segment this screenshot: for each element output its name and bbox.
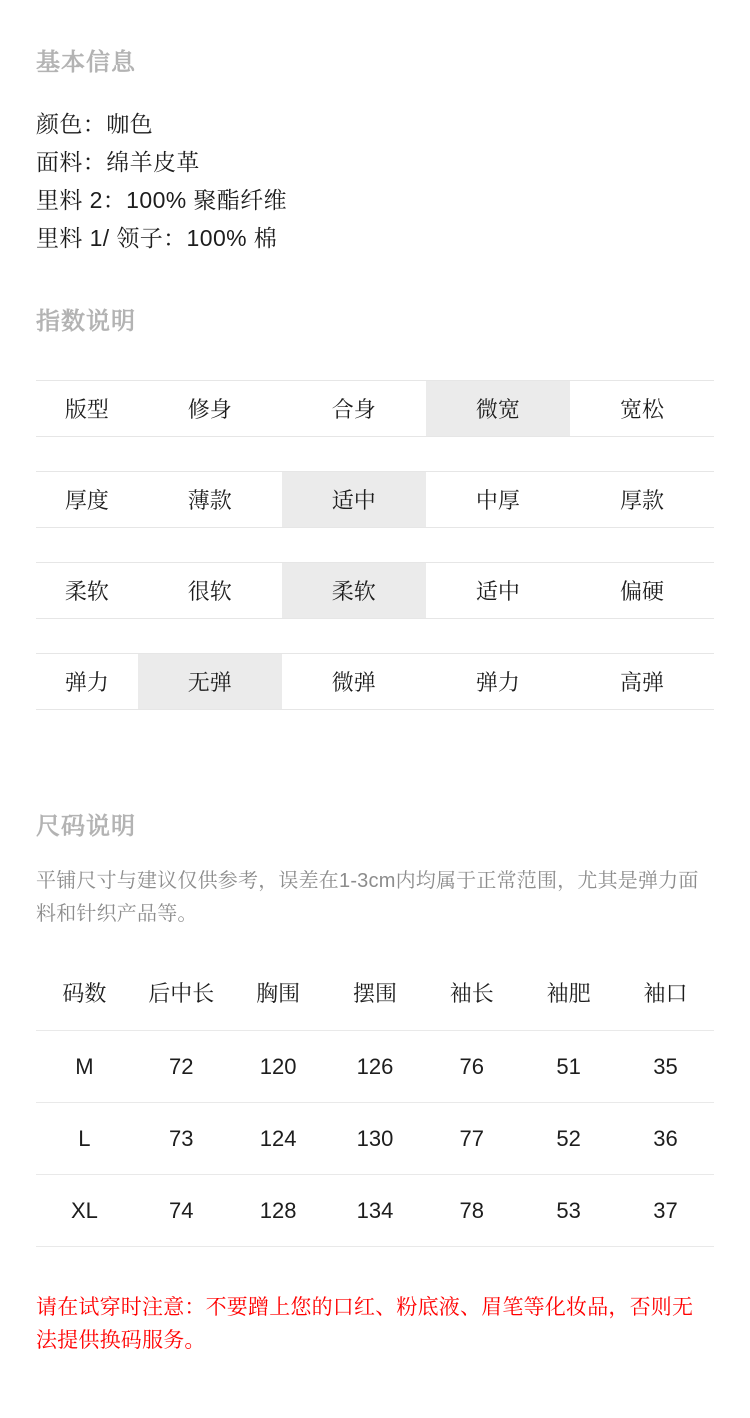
- size-cell: 53: [520, 1175, 617, 1247]
- size-note: 平铺尺寸与建议仅供参考，误差在1-3cm内均属于正常范围，尤其是弹力面料和针织产品等。: [36, 870, 699, 925]
- size-cell: 52: [520, 1103, 617, 1175]
- index-table: [36, 380, 714, 710]
- index-explanation-title: 指数说明: [36, 308, 136, 335]
- try-on-warning: 请在试穿时注意：不要蹭上您的口红、粉底液、眉笔等化妆品，否则无法提供换码服务。: [36, 1296, 694, 1352]
- basic-info-item: 面料：绵羊皮革: [36, 149, 200, 175]
- size-cell: 78: [423, 1175, 520, 1247]
- basic-info-item: 颜色：咖色: [36, 111, 153, 137]
- index-option-selected[interactable]: 柔软: [282, 563, 426, 619]
- index-option-selected[interactable]: 微宽: [426, 381, 570, 437]
- index-row-label: 版型: [36, 381, 138, 437]
- index-option[interactable]: 很软: [138, 563, 282, 619]
- table-row: [36, 1175, 714, 1247]
- size-column-header: 袖口: [643, 981, 688, 1006]
- size-column-header: 袖长: [449, 981, 494, 1006]
- size-cell: 124: [230, 1103, 327, 1175]
- index-option[interactable]: 修身: [138, 381, 282, 437]
- index-row-thickness: [36, 472, 714, 528]
- size-column-header: 码数: [62, 981, 107, 1006]
- index-option[interactable]: 弹力: [426, 654, 570, 710]
- index-spacer: [36, 437, 714, 472]
- index-spacer: [36, 619, 714, 654]
- size-cell: XL: [36, 1175, 133, 1247]
- index-option[interactable]: 微弹: [282, 654, 426, 710]
- index-option[interactable]: 合身: [282, 381, 426, 437]
- size-cell: 120: [230, 1031, 327, 1103]
- size-cell: 74: [133, 1175, 230, 1247]
- size-table: [36, 969, 714, 1247]
- index-option[interactable]: 中厚: [426, 472, 570, 528]
- size-cell: 77: [423, 1103, 520, 1175]
- size-column-header: 摆围: [352, 981, 397, 1006]
- size-explanation-title: 尺码说明: [36, 813, 136, 840]
- basic-info-title: 基本信息: [36, 49, 136, 76]
- size-cell: 126: [327, 1031, 424, 1103]
- index-option-selected[interactable]: 无弹: [138, 654, 282, 710]
- index-option[interactable]: 厚款: [570, 472, 714, 528]
- index-option[interactable]: 宽松: [570, 381, 714, 437]
- basic-info-list: [36, 105, 714, 257]
- index-option[interactable]: 偏硬: [570, 563, 714, 619]
- size-cell: 51: [520, 1031, 617, 1103]
- size-column-header: 胸围: [256, 981, 301, 1006]
- index-option[interactable]: 高弹: [570, 654, 714, 710]
- size-column-header: 后中长: [148, 981, 215, 1006]
- size-cell: L: [36, 1103, 133, 1175]
- size-column-header: 袖肥: [546, 981, 591, 1006]
- index-row-fit: [36, 381, 714, 437]
- size-cell: 128: [230, 1175, 327, 1247]
- basic-info-item: 里料 2：100% 聚酯纤维: [36, 187, 287, 213]
- index-spacer: [36, 528, 714, 563]
- size-cell: 134: [327, 1175, 424, 1247]
- index-option-selected[interactable]: 适中: [282, 472, 426, 528]
- size-table-header-row: [36, 969, 714, 1031]
- index-row-label: 柔软: [36, 563, 138, 619]
- table-row: [36, 1031, 714, 1103]
- size-cell: 73: [133, 1103, 230, 1175]
- size-cell: M: [36, 1031, 133, 1103]
- size-cell: 130: [327, 1103, 424, 1175]
- basic-info-item: 里料 1/ 领子：100% 棉: [36, 225, 278, 251]
- index-row-label: 弹力: [36, 654, 138, 710]
- size-cell: 36: [617, 1103, 714, 1175]
- table-row: [36, 1103, 714, 1175]
- index-option[interactable]: 适中: [426, 563, 570, 619]
- index-row-elasticity: [36, 654, 714, 710]
- size-cell: 35: [617, 1031, 714, 1103]
- size-cell: 37: [617, 1175, 714, 1247]
- index-option[interactable]: 薄款: [138, 472, 282, 528]
- index-row-softness: [36, 563, 714, 619]
- size-cell: 72: [133, 1031, 230, 1103]
- index-row-label: 厚度: [36, 472, 138, 528]
- size-cell: 76: [423, 1031, 520, 1103]
